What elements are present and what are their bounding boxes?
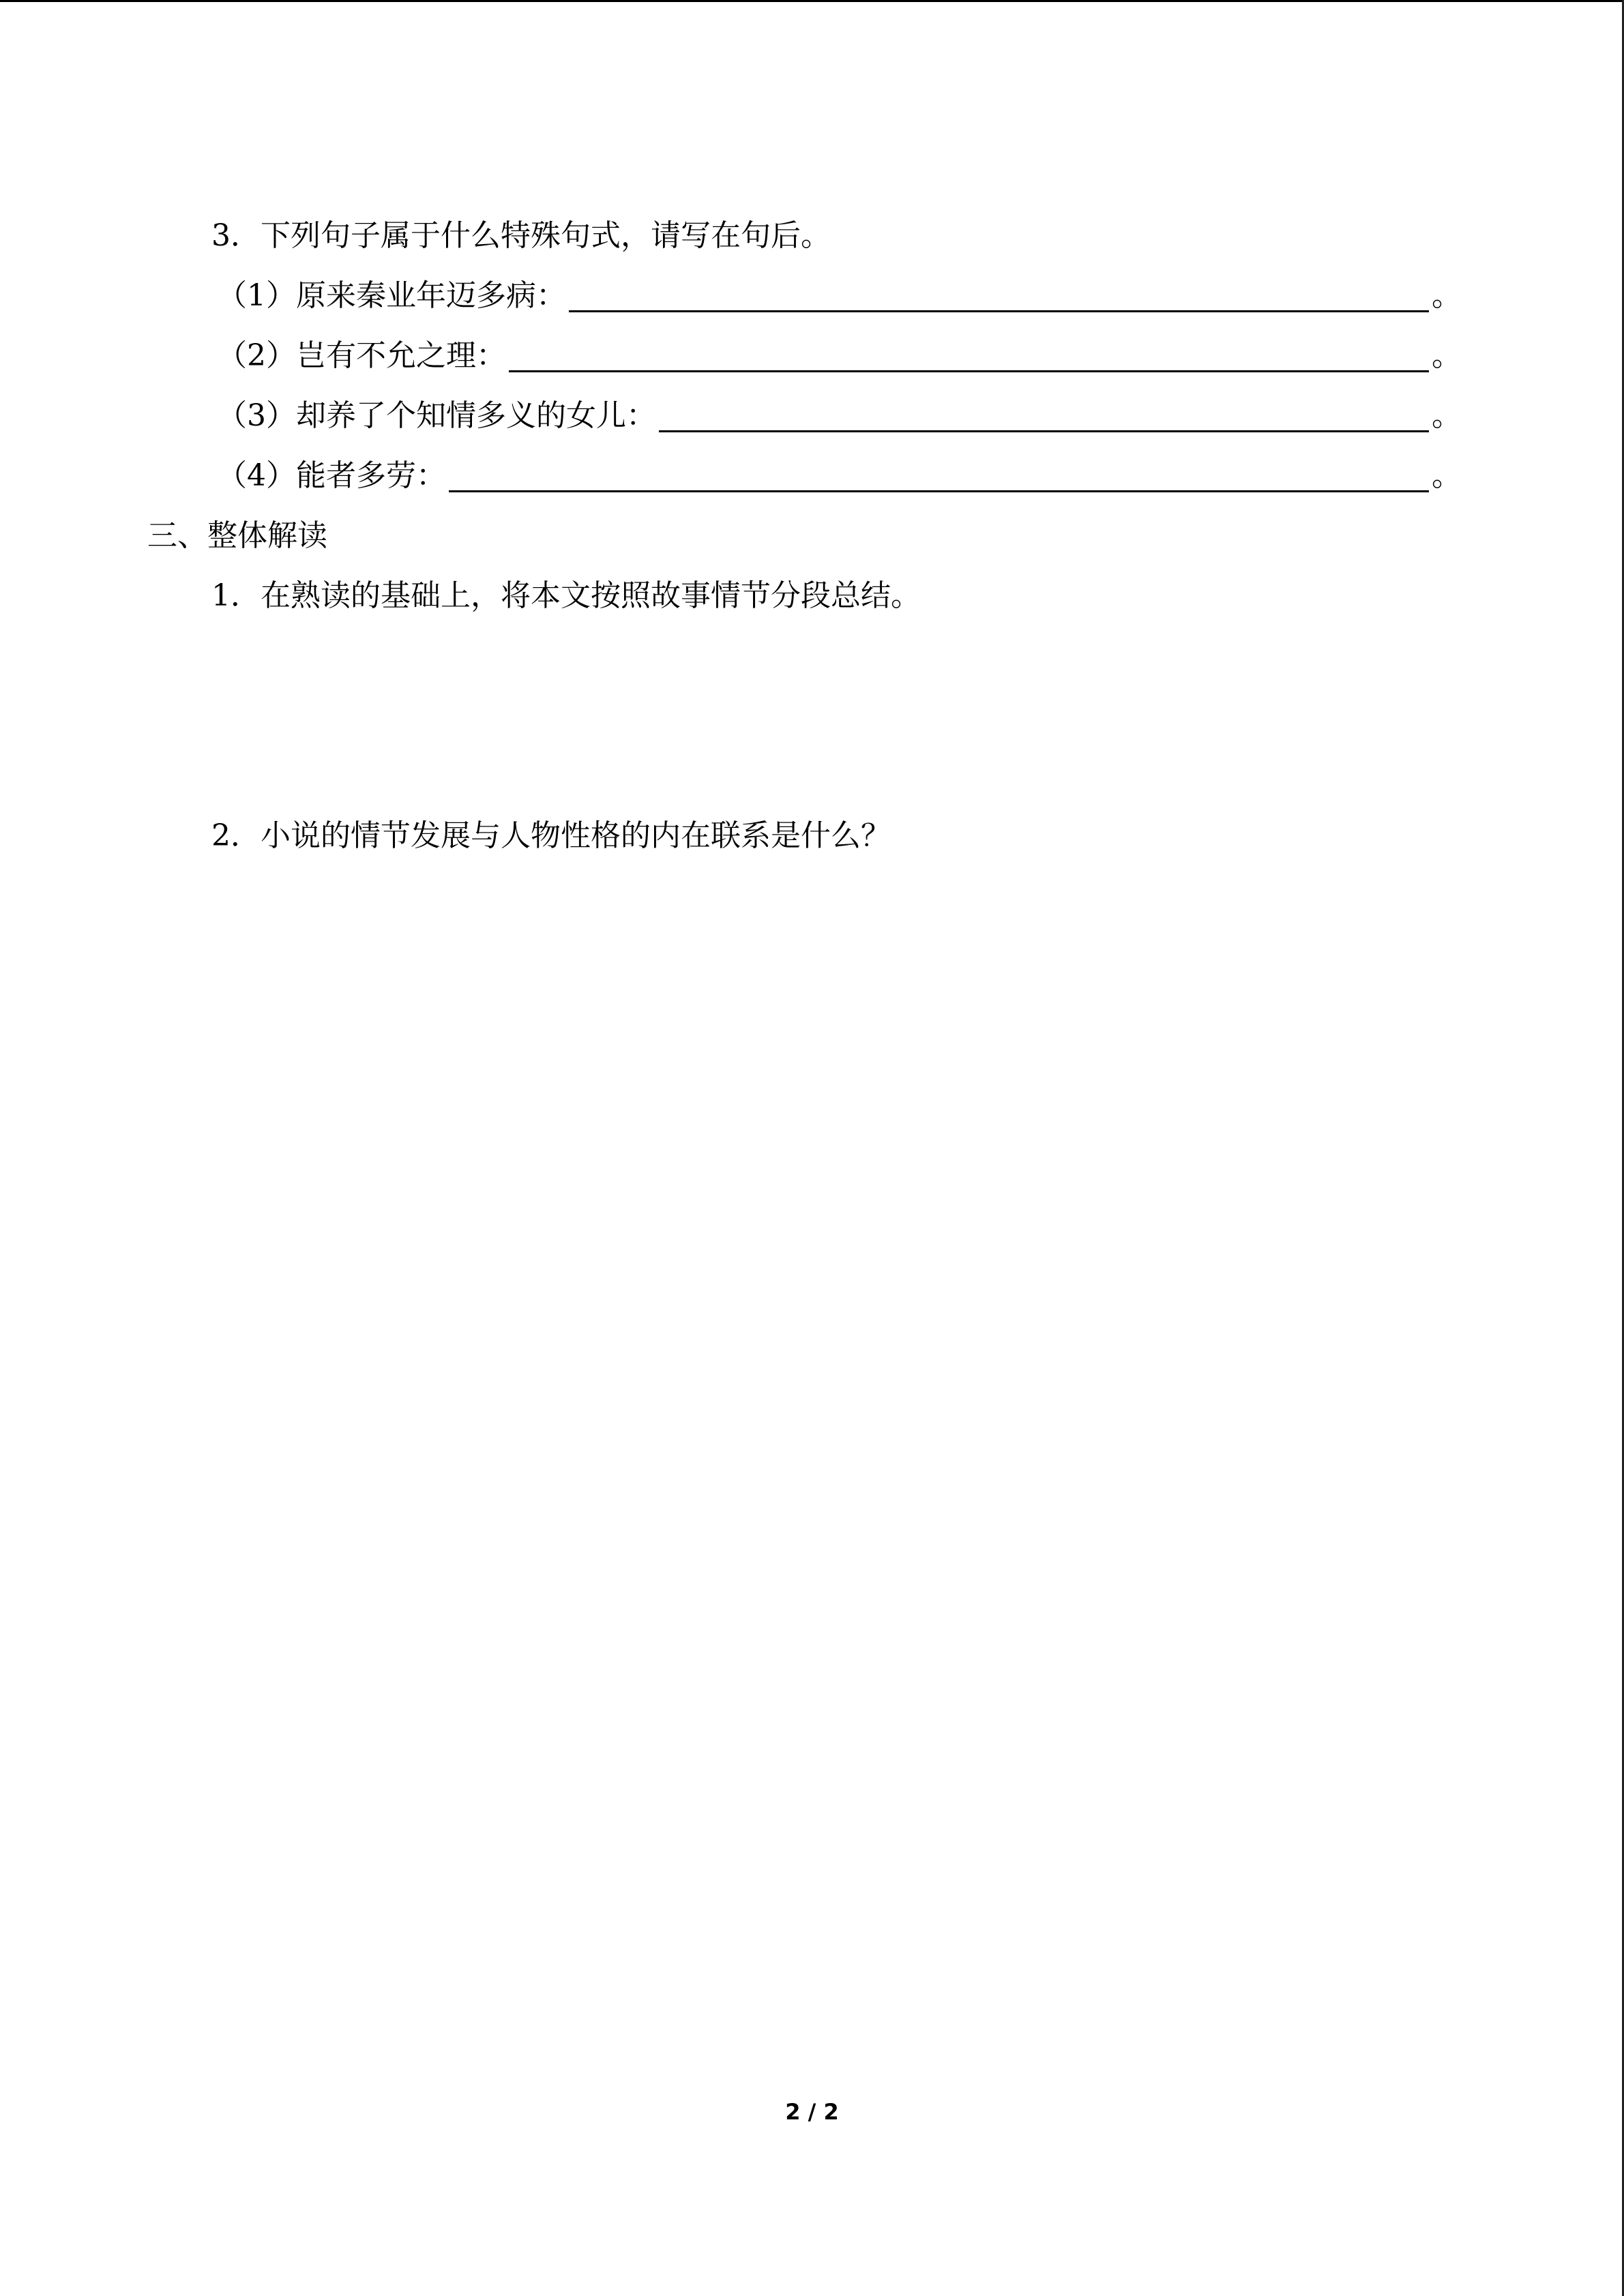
page-number: 2 / 2 (785, 2099, 839, 2125)
answer-row-2 (217, 336, 1462, 376)
answer-row-4-end: 。 (1432, 458, 1462, 493)
section-3-heading: 三、整体解读 (147, 518, 327, 553)
answer-row-3 (217, 396, 1462, 436)
answer-row-3-end: 。 (1432, 398, 1462, 433)
answer-row-1-label: （1）原来秦业年迈多病： (217, 278, 566, 313)
answer-row-1-end: 。 (1432, 278, 1462, 313)
question-3-prompt: 3．下列句子属于什么特殊句式，请写在句后。 (211, 218, 831, 253)
section-3-question-2: 2．小说的情节发展与人物性格的内在联系是什么？ (211, 818, 891, 853)
top-border (0, 0, 1624, 2)
answer-row-3-label: （3）却养了个知情多义的女儿： (217, 398, 656, 433)
answer-blank-4[interactable] (449, 458, 1429, 492)
answer-row-1 (217, 275, 1462, 316)
answer-blank-3[interactable] (659, 398, 1429, 432)
section-3-question-1: 1．在熟读的基础上，将本文按照故事情节分段总结。 (211, 578, 921, 613)
answer-row-2-end: 。 (1432, 338, 1462, 373)
answer-row-4 (217, 456, 1462, 496)
answer-blank-1[interactable] (569, 278, 1429, 312)
answer-row-4-label: （4）能者多劳： (217, 458, 446, 493)
answer-row-2-label: （2）岂有不允之理： (217, 338, 506, 373)
answer-blank-2[interactable] (509, 338, 1429, 372)
